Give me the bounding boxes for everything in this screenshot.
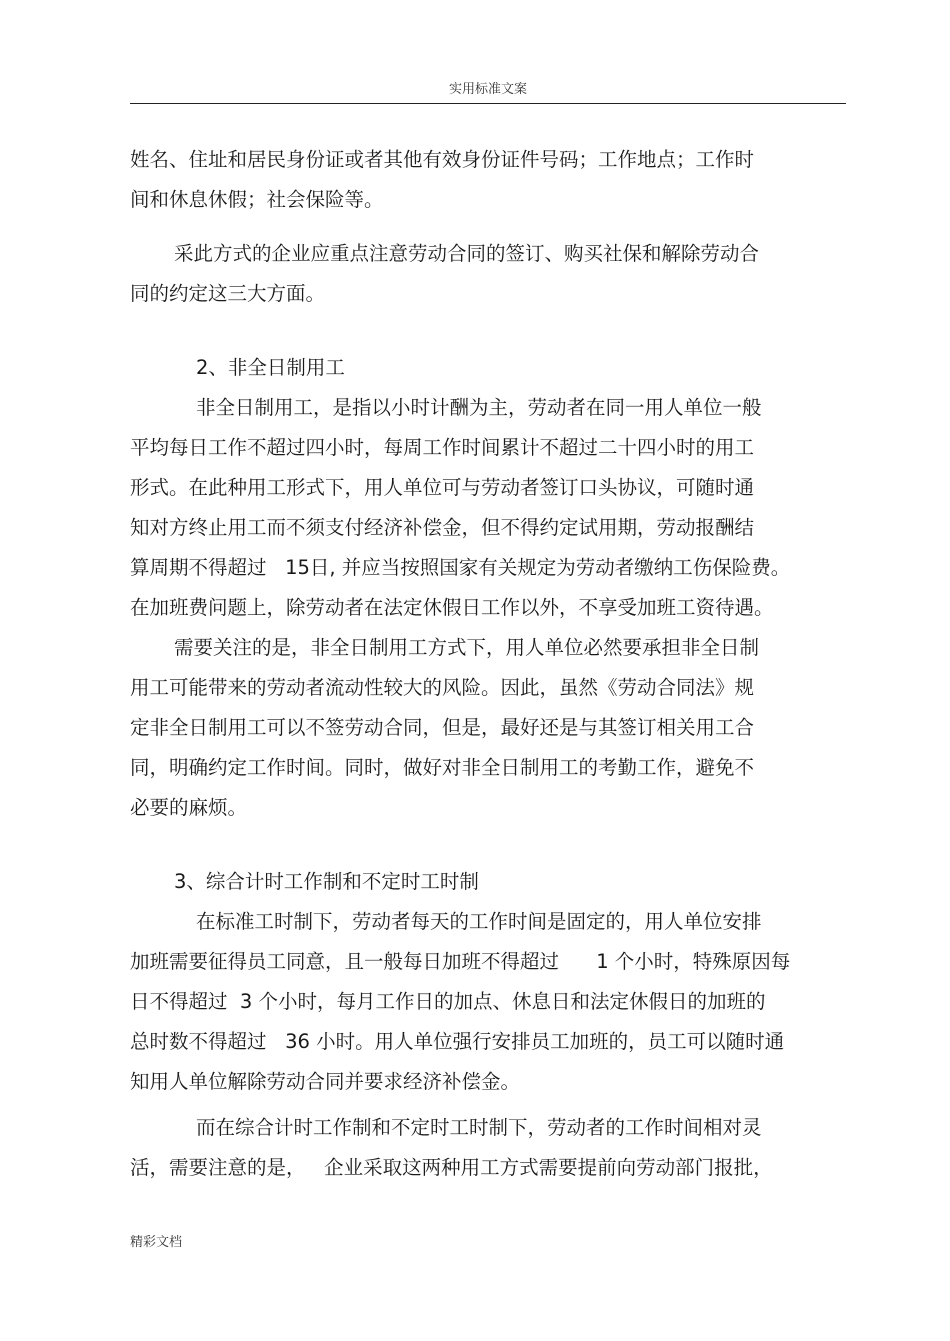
section-heading-2: 2、非全日制用工 [196,356,345,379]
text-line: 平均每日工作不超过四小时，每周工作时间累计不超过二十四小时的用工 [130,436,755,459]
paragraph-3 [130,388,830,628]
text-line: 知用人单位解除劳动合同并要求经济补偿金。 [130,1070,521,1093]
text-line: 必要的麻烦。 [130,796,248,819]
paragraph-4 [130,628,830,828]
paragraph-5 [130,902,830,1102]
page-header: 实用标准文案 [448,82,527,97]
header-divider [130,103,846,104]
text-line: 间和休息休假；社会保险等。 [130,188,384,211]
text-line: 算周期不得超过 15日, 并应当按照国家有关规定为劳动者缴纳工伤保险费。 [130,556,791,579]
text-line: 在加班费问题上，除劳动者在法定休假日工作以外，不享受加班工资待遇。 [130,596,774,619]
text-line: 总时数不得超过 36 小时。用人单位强行安排员工加班的，员工可以随时通 [130,1030,785,1053]
text-line: 用工可能带来的劳动者流动性较大的风险。因此，虽然《劳动合同法》规 [130,676,755,699]
text-line: 非全日制用工，是指以小时计酬为主，劳动者在同一用人单位一般 [196,396,762,419]
section-heading-3: 3、综合计时工作制和不定时工时制 [174,870,479,893]
text-line: 在标准工时制下，劳动者每天的工作时间是固定的，用人单位安排 [196,910,762,933]
text-line: 知对方终止用工而不须支付经济补偿金，但不得约定试用期，劳动报酬结 [130,516,755,539]
text-line: 活，需要注意的是， 企业采取这两种用工方式需要提前向劳动部门报批， [130,1156,773,1179]
text-line: 需要关注的是，非全日制用工方式下，用人单位必然要承担非全日制 [174,636,760,659]
text-line: 而在综合计时工作制和不定时工时制下，劳动者的工作时间相对灵 [196,1116,762,1139]
text-line: 定非全日制用工可以不签劳动合同，但是，最好还是与其签订相关用工合 [130,716,755,739]
text-line: 形式。在此种用工形式下，用人单位可与劳动者签订口头协议，可随时通 [130,476,755,499]
paragraph-1 [130,140,830,220]
text-line: 同的约定这三大方面。 [130,282,326,305]
text-line: 采此方式的企业应重点注意劳动合同的签订、购买社保和解除劳动合 [174,242,760,265]
paragraph-2 [130,234,830,314]
paragraph-6 [130,1108,830,1188]
text-line: 同，明确约定工作时间。同时，做好对非全日制用工的考勤工作，避免不 [130,756,755,779]
text-line: 日不得超过 3 个小时，每月工作日的加点、休息日和法定休假日的加班的 [130,990,766,1013]
text-line: 姓名、住址和居民身份证或者其他有效身份证件号码；工作地点；工作时 [130,148,755,171]
text-line: 加班需要征得员工同意，且一般每日加班不得超过 1 个小时，特殊原因每 [130,950,791,973]
document-body [130,140,830,1188]
page-footer: 精彩文档 [130,1235,183,1250]
